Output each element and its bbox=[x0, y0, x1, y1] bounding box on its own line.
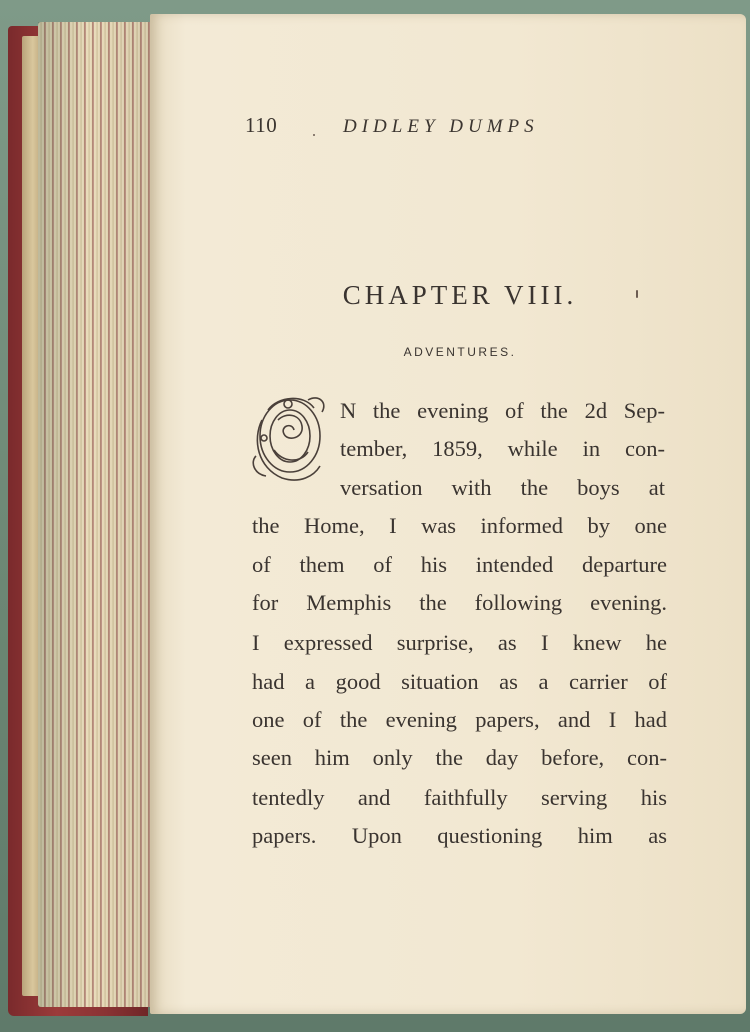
text-line: tentedly and faithfully serving his bbox=[252, 785, 667, 810]
text-line: versation with the boys at bbox=[340, 475, 665, 500]
text-line: tember, 1859, while in con- bbox=[340, 436, 665, 461]
text-line: had a good situation as a carrier of bbox=[252, 669, 667, 694]
paper-speck bbox=[313, 134, 315, 136]
text-line: for Memphis the following evening. bbox=[252, 590, 667, 615]
text-line: the Home, I was informed by one bbox=[252, 513, 667, 538]
text-line: one of the evening papers, and I had bbox=[252, 707, 667, 732]
page-number: 110 bbox=[245, 113, 278, 137]
running-title: DIDLEY DUMPS bbox=[343, 116, 539, 137]
text-line: of them of his intended departure bbox=[252, 552, 667, 577]
paper-speck bbox=[636, 290, 638, 298]
chapter-subtitle: ADVENTURES. bbox=[403, 345, 517, 359]
text-line: N the evening of the 2d Sep- bbox=[340, 398, 665, 423]
running-head bbox=[245, 113, 665, 143]
chapter-heading: CHAPTER VIII. bbox=[342, 280, 578, 310]
page-edges-shadow bbox=[38, 22, 163, 1007]
ornamental-dropcap-o bbox=[248, 390, 330, 490]
text-line: papers. Upon questioning him as bbox=[252, 823, 667, 848]
text-line: seen him only the day before, con- bbox=[252, 745, 667, 770]
text-line: I expressed surprise, as I knew he bbox=[252, 630, 667, 655]
